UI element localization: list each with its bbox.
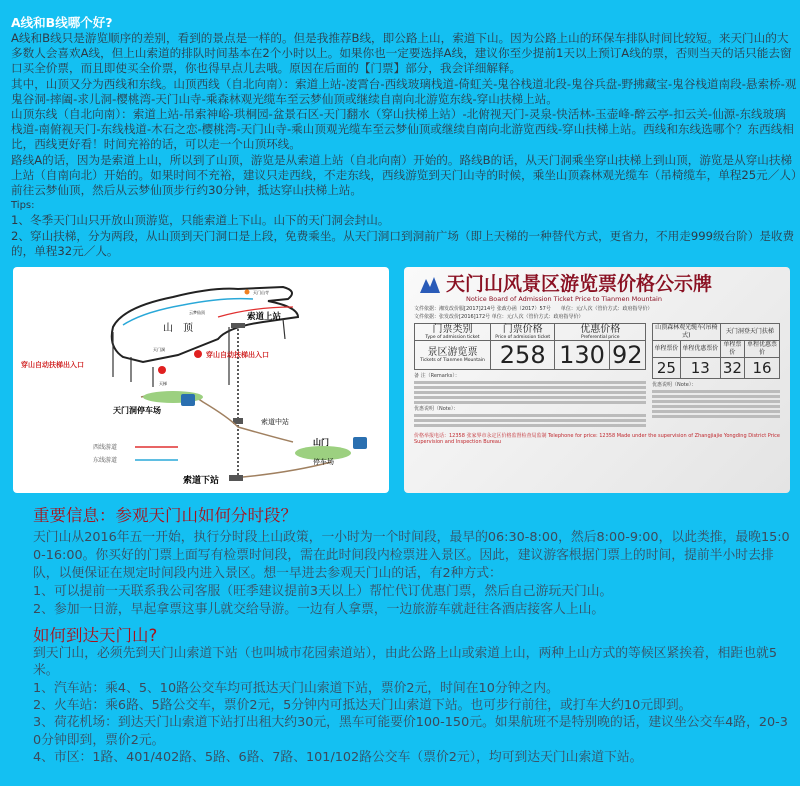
map-label-cave: 天门洞 xyxy=(153,347,165,353)
map-label-middle-station: 索道中站 xyxy=(261,418,289,427)
board-body xyxy=(414,323,780,429)
board-subtitle: Notice Board of Admission Ticket Price to Tianmen Mountain xyxy=(466,295,662,304)
side-notes: 优惠说明（Note）： xyxy=(652,382,780,418)
map-label-escalator-right: 穿山自动扶梯出入口 xyxy=(206,351,269,360)
section-title: A线和B线哪个好? xyxy=(11,15,113,30)
paragraph: 其中，山顶又分为西线和东线。山顶西线（自北向南）：索道上站-凌霄台-西线玻璃栈道-倚虹关-鬼谷栈道北段-鬼谷兵盘-野拂藏宝-鬼谷栈道南段-悬索桥-观鬼谷洞-摔阖-求儿洞-樱桃湾-天门山寺-乘森林观光缆车至云梦仙顶或继续自南向北游览东线-穿山扶梯上站。 xyxy=(11,76,797,106)
remarks: 备 注（Remarks）： 优惠说明（Note）： xyxy=(414,373,646,427)
board-header xyxy=(414,273,780,295)
section-title: 重要信息：参观天门山如何分时段？ xyxy=(33,506,297,526)
tianmen-logo-icon xyxy=(418,273,442,295)
section-title: 如何到达天门山? xyxy=(33,626,158,646)
route-map-image xyxy=(13,267,389,493)
map-label-escalator-left: 穿山自动扶梯出入口 xyxy=(21,361,84,370)
list-item: 1、可以提前一天联系我公司客服（旺季建议提前3天以上）帮忙代订优惠门票，然后自己游玩天门山。 xyxy=(33,584,613,600)
side-price-table: 山顶森林观光缆车(吊椅式) 天门洞登天门扶梯 单程票价 单程优惠票价 单程票价 单程优惠票价 25 13 32 16 xyxy=(652,323,780,379)
tip-item: 2、穿山扶梯，分为两段，从山顶到天门洞口是上段，免费乘坐。从天门洞口到洞前广场（即上天梯的一种替代方式，更省力，不用走999级台阶）是收费的，单程32元／人。 xyxy=(11,228,795,258)
map-label-yunmeng: 云梦仙顶 xyxy=(189,310,205,316)
board-footer: 价格举报电话：12358 张家界市永定区价格监督检查局监制 Telephone for price: 12358 Made under the supervision of Zhangjiajie Yongding District Price Supervision and Inspection Bureau xyxy=(414,433,780,446)
map-label-upper-station: 索道上站 xyxy=(247,312,282,323)
list-item: 2、火车站：乘6路、5路公交车，票价2元，5分钟内可抵达天门山索道下站。也可步行前往，或打车大约10元即到。 xyxy=(33,697,692,713)
board-meta xyxy=(414,306,780,320)
list-item: 3、荷花机场：到达天门山索道下站打出租大约30元，黑车可能要价100-150元。如果航班不是特别晚的话，建议坐公交车4路，20-30分钟即到，票价2元。 xyxy=(33,715,788,748)
board-title: 天门山风景区游览票价格公示牌 xyxy=(446,273,713,296)
map-label-gate: 山门 xyxy=(313,438,329,448)
map-label-stairs: 天梯 xyxy=(159,381,167,387)
right-meta: 文件依据：张发改价[2016]172号 单位：元/人次（管价方式：政府指导价） xyxy=(414,314,584,321)
map-label-cave-parking: 天门洞停车场 xyxy=(113,406,161,416)
pref-price-2: 92 xyxy=(609,341,645,370)
image-row xyxy=(13,267,800,493)
unit: 单位：元/人次（管价方式：政府指导价） xyxy=(560,306,653,313)
tip-item: 1、冬季天门山只开放山顶游览，只能索道上下山。山下的天门洞会封山。 xyxy=(11,213,390,228)
tips-label: Tips: xyxy=(11,200,35,212)
legend-east: 东线游道 xyxy=(93,457,118,465)
price-table: 门票类别 Type of admission ticket 门票价格 Price of admission ticket 优惠价格 Preferential price 景区游览票 Tickets of Tianmen Mountain 258 130 92 xyxy=(414,323,646,370)
map-label-summit: 山 顶 xyxy=(163,323,193,335)
map-label-parking: 停车场 xyxy=(313,458,334,467)
time-slot-section xyxy=(33,505,793,619)
legend-west: 西线游道 xyxy=(93,444,118,452)
list-item: 4、市区：1路、401/402路、5路、6路、7路、101/102路公交车（票价2元），均可到达天门山索道下站。 xyxy=(33,749,643,765)
pref-price-1: 130 xyxy=(555,341,609,370)
ticket-price-board-image xyxy=(404,267,790,493)
map-label-temple: 天门山寺 xyxy=(253,290,269,296)
route-comparison-section xyxy=(11,15,797,259)
how-to-get-there-section xyxy=(33,627,793,766)
map-label-lower-station: 索道下站 xyxy=(183,476,220,487)
paragraph: 路线A的话，因为是索道上山，所以到了山顶，游览是从索道上站（自北向南）开始的。路线B的话，从天门洞乘坐穿山扶梯上到山顶，游览是从穿山扶梯上站（自南向北）开始的。如果时间不充裕，建议只走西线，不走东线，西线游览到天门山寺的时候，乘坐山顶森林观光缆车（吊椅缆车，单程25元／人）前往云梦仙顶，然后从云梦仙顶步行约30分钟，抵达穿山扶梯上站。 xyxy=(11,152,797,198)
doc-basis: 文件依据：湘发改价服[2017]214号 张政办函（2017）57号 xyxy=(414,306,551,313)
paragraph: 天门山从2016年五一开始，执行分时段上山政策，一小时为一个时间段，最早的06:30-8:00，然后8:00-9:00，以此类推，最晚15:00-16:00。你买好的门票上面写有检票时间段，需在此时间段内检票进入景区。因此，建议游客根据门票上的时间，提前半小时去排队，以便保证在规定时间段内进入景区。想一早进去参观天门山的话，有2种方式： xyxy=(33,530,790,582)
full-price: 258 xyxy=(490,341,555,370)
paragraph: A线和B线只是游览顺序的差别，看到的景点是一样的。但是我推荐B线，即公路上山，索道下山。因为公路上山的环保车排队时间比较短。来天门山的大多数人会喜欢A线，但上山索道的排队时间基本在2个小时以上。如果你也一定要选择A线，建议你至少提前1天以上预订A线的票，否则当天的话只能去窗口买全价票，而且即使买全价票，你也得早点儿去哦。原因在后面的【门票】部分，我会详细解释。 xyxy=(11,31,792,76)
paragraph: 到天门山，必须先到天门山索道下站（也叫城市花园索道站），由此公路上山或索道上山，两种上山方式的等候区紧挨着，相距也就5米。 xyxy=(33,646,777,679)
list-item: 1、汽车站：乘4、5、10路公交车均可抵达天门山索道下站，票价2元，时间在10分钟之内。 xyxy=(33,680,559,696)
list-item: 2、参加一日游，早起拿票这事儿就交给导游。一边有人拿票，一边旅游车就赶往各酒店接客人上山。 xyxy=(33,602,605,618)
paragraph: 山顶东线（自北向南）：索道上站-吊索神峪-珙桐园-盆景石区-天门翻水（穿山扶梯上站）-北俯视天门-灵泉-快活林-玉壶峰-醉云亭-扣云关-仙源-东线玻璃栈道-南俯视天门-东线栈道-木石之恋-樱桃湾-天门山寺-乘山顶观光缆车至云梦仙顶或继续自南向北游览西线-穿山扶梯上站。西线和东线选哪个？东西线相比，西线更好看！时间充裕的话，可以走一个山顶环线。 xyxy=(11,107,794,152)
